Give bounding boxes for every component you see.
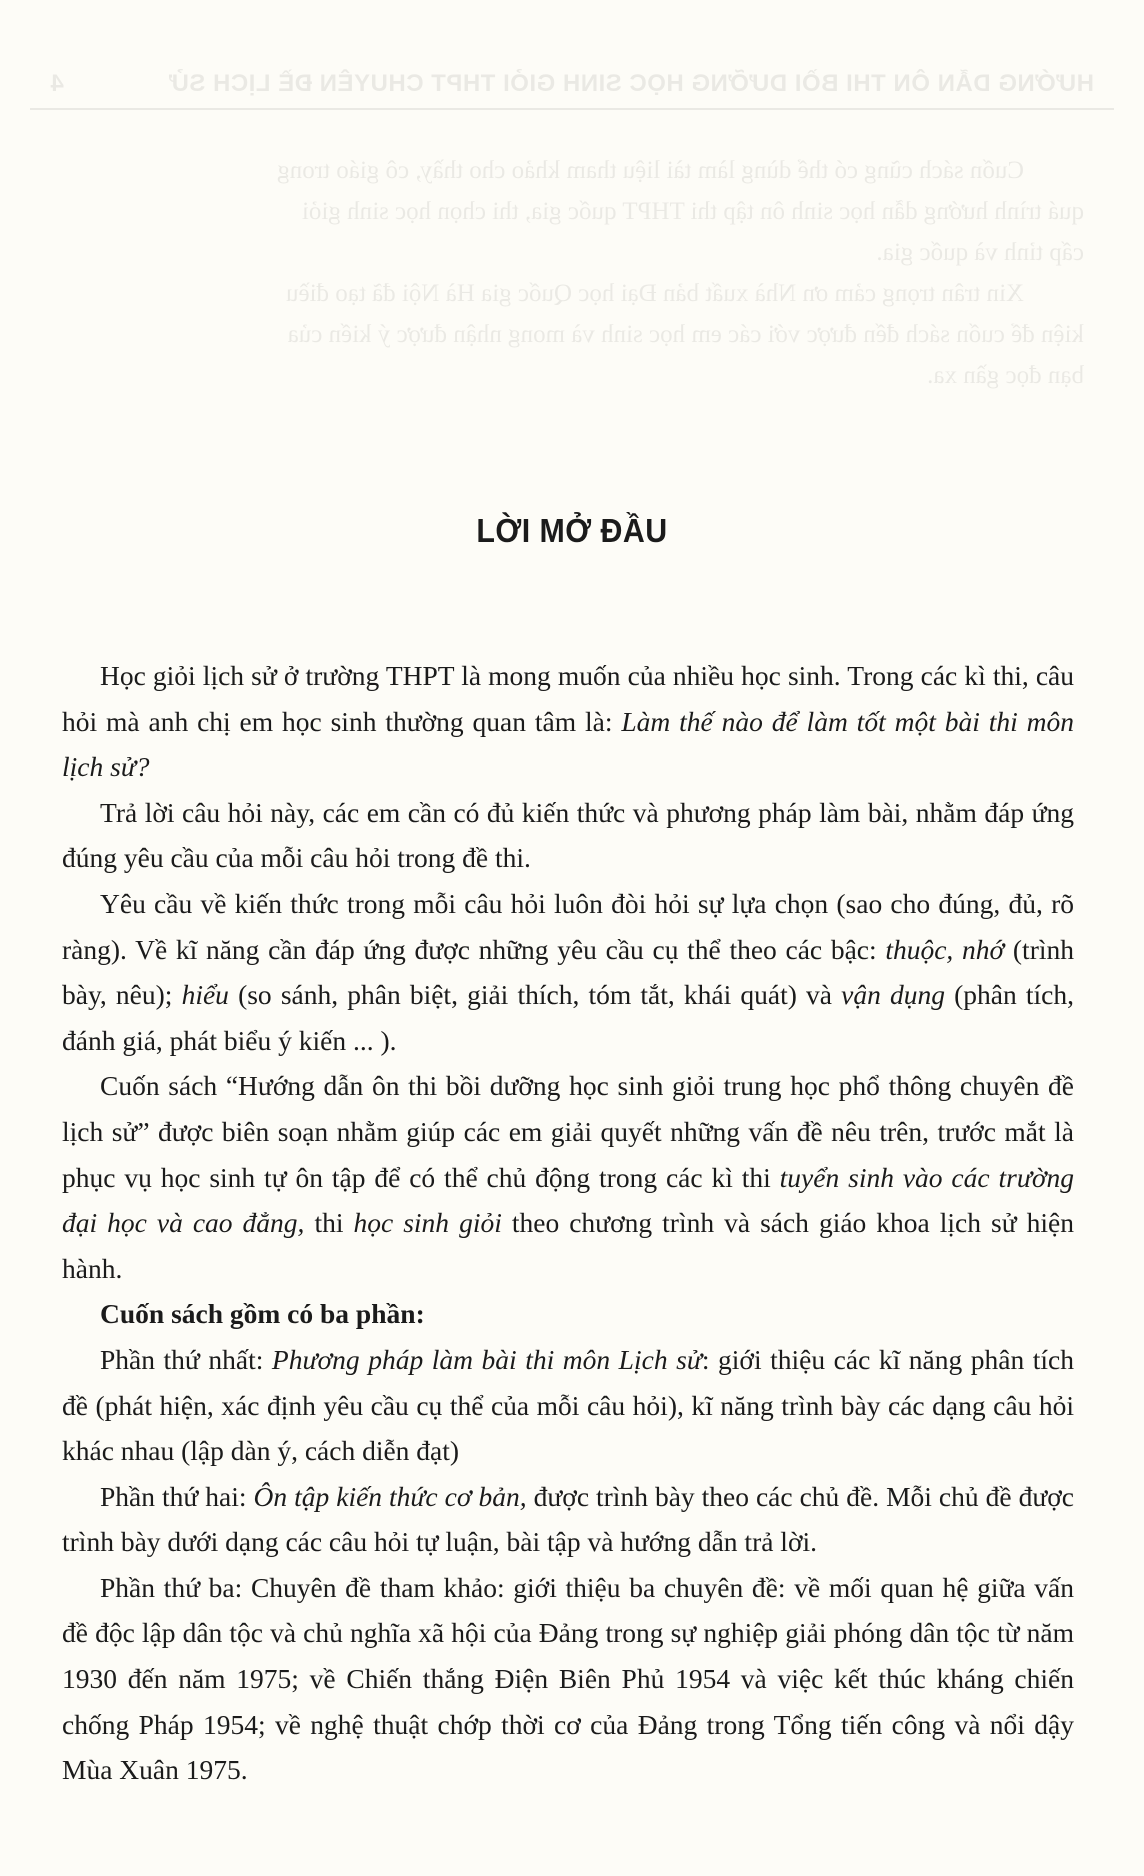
text-run: Học giỏi lịch sử ở trường THPT là mong muốn của nhiều học sinh. Trong các kì thi, câu hỏi mà anh chị em học sinh thường quan tâm là: xyxy=(62,660,1074,737)
text-run: (so sánh, phân biệt, giải thích, tóm tắt, khái quát) và xyxy=(228,979,842,1011)
italic-run: Phương pháp làm bài thi môn Lịch sử xyxy=(271,1343,702,1375)
paragraph xyxy=(62,653,1074,790)
text-run: Phần thứ nhất: xyxy=(100,1343,272,1375)
bleed-through-reverse-page xyxy=(30,70,1114,450)
page-title: LỜI MỞ ĐẦU xyxy=(476,512,668,549)
italic-run: vận dụng xyxy=(841,979,945,1011)
bleed-line: bạn đọc gần xa. xyxy=(927,362,1084,389)
italic-run: học sinh giỏi xyxy=(353,1207,502,1239)
section-heading xyxy=(62,1291,1074,1337)
paragraph xyxy=(62,1337,1074,1474)
italic-run: hiểu xyxy=(181,979,229,1011)
text-run: Cuốn sách “Hướng dẫn ôn thi bồi dưỡng học sinh giỏi trung học phổ thông chuyên đề lịch sử” được biên soạn nhằm giúp các em giải quyết những vấn đề nêu trên, trước mắt là phục vụ học sinh tự ôn tập để có thể chủ động trong các kì thi xyxy=(62,1070,1074,1193)
italic-run: tuyển sinh vào các trường đại học và cao đẳng, xyxy=(62,1161,1075,1239)
paragraph xyxy=(62,1063,1074,1291)
italic-run: Ôn tập kiến thức cơ bản, xyxy=(253,1480,527,1512)
paragraph: Phần thứ ba: Chuyên đề tham khảo: giới thiệu ba chuyên đề: về mối quan hệ giữa vấn đề độc lập dân tộc và chủ nghĩa xã hội của Đảng trong sự nghiệp giải phóng dân tộc từ năm 1930 đến năm 1975; về Chiến thắng Điện Biên Phủ 1954 và việc kết thúc kháng chiến chống Pháp 1954; về nghệ thuật chớp thời cơ của Đảng trong Tổng tiến công và nổi dậy Mùa Xuân 1975. xyxy=(62,1571,1074,1786)
body-text xyxy=(62,653,1074,1793)
bleed-header-text: HƯỚNG DẪN ÔN THI BỒI DƯỠNG HỌC SINH GIỎI THPT CHUYÊN ĐỀ LỊCH SỬ xyxy=(168,70,1094,97)
text-run: : giới thiệu các kĩ năng phân tích đề (phát hiện, xác định yêu cầu cụ thể của mỗi câu hỏi), kĩ năng trình bày các dạng câu hỏi khác nhau (lập dàn ý, cách diễn đạt) xyxy=(62,1343,1074,1467)
bleed-line: Cuốn sách cũng có thể dùng làm tài liệu tham khảo cho thầy, cô giáo trong xyxy=(277,157,1024,184)
bleed-page-number: 4 xyxy=(50,70,64,97)
text-run: Phần thứ hai: xyxy=(100,1480,254,1512)
text-run: (phân tích, đánh giá, phát biểu ý kiến ... ). xyxy=(62,979,1074,1056)
text-run: thi xyxy=(304,1207,354,1239)
bleed-header xyxy=(30,70,1114,110)
text-run: theo chương trình và sách giáo khoa lịch sử hiện hành. xyxy=(62,1207,1074,1284)
bleed-line: kiện để cuốn sách đến được với các em học sinh và mong nhận được ý kiến của xyxy=(287,321,1084,348)
italic-run: thuộc, nhớ xyxy=(885,933,1005,965)
bleed-line: Xin trân trọng cảm ơn Nhà xuất bản Đại học Quốc gia Hà Nội đã tạo điều xyxy=(285,280,1024,307)
paragraph: Trả lời câu hỏi này, các em cần có đủ kiến thức và phương pháp làm bài, nhằm đáp ứng đúng yêu cầu của mỗi câu hỏi trong đề thi. xyxy=(62,796,1074,874)
bleed-line: cấp tỉnh và quốc gia. xyxy=(876,239,1084,266)
paragraph xyxy=(62,881,1074,1063)
text-run: được trình bày theo các chủ đề. Mỗi chủ đề được trình bày dưới dạng các câu hỏi tự luận, bài tập và hướng dẫn trả lời. xyxy=(62,1480,1074,1558)
text-run: Yêu cầu về kiến thức trong mỗi câu hỏi luôn đòi hỏi sự lựa chọn (sao cho đúng, đủ, rõ ràng). Về kĩ năng cần đáp ứng được những yêu cầu cụ thể theo các bậc: xyxy=(62,887,1074,965)
bold-run: Cuốn sách gồm có ba phần: xyxy=(100,1298,425,1330)
paragraph xyxy=(62,1474,1074,1565)
text-run: (trình bày, nêu); xyxy=(62,933,1074,1011)
bleed-line: quá trình hướng dẫn học sinh ôn tập thi THPT quốc gia, thi chọn học sinh giỏi xyxy=(301,198,1084,225)
italic-run: Làm thế nào để làm tốt một bài thi môn lịch sử? xyxy=(62,705,1074,783)
